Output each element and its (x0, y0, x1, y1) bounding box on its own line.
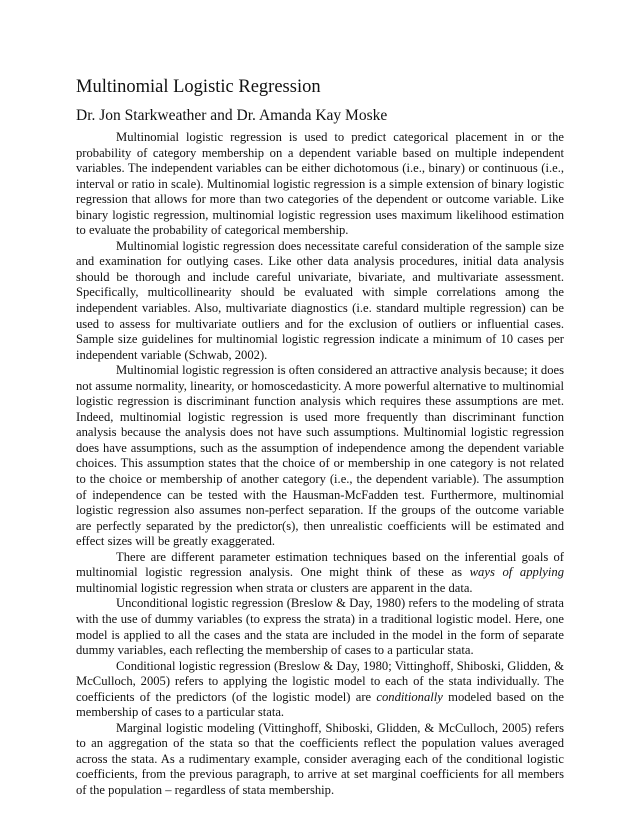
paragraph-conditional (76, 659, 564, 721)
paragraph-marginal: Marginal logistic modeling (Vittinghoff, Shiboski, Glidden, & McCulloch, 2005) refers to an aggregation of the stata so that the coefficients reflect the population values averaged across the stata. As a rudimentary example, consider averaging each of the conditional logistic coefficients, from the previous paragraph, to arrive at set marginal coefficients for all members of the population – regardless of stata membership. (76, 720, 564, 797)
italic-phrase: conditionally (376, 689, 443, 704)
paragraph-overview: Multinomial logistic regression is used to predict categorical placement in or the probability of category membership on a dependent variable based on multiple independent variables. The independent variables can be either dichotomous (i.e., binary) or continuous (i.e., interval or ratio in scale). Multinomial logistic regression is a simple extension of binary logistic regression that allows for more than two categories of the dependent or outcome variable. Like binary logistic regression, multinomial logistic regression uses maximum likelihood estimation to evaluate the probability of categorical membership. (76, 130, 564, 238)
paragraph-unconditional: Unconditional logistic regression (Breslow & Day, 1980) refers to the modeling of strata with the use of dummy variables (to express the strata) in a traditional logistic model. Here, one model is applied to all the cases and the stata are included in the model in the form of separate dummy variables, each reflecting the membership of cases to a particular stata. (76, 596, 564, 658)
paragraph-text-segment: Conditional logistic regression (Breslow & Day, 1980; Vittinghoff, Shiboski, Glidden, & McCulloch, 2005) refers to applying the logistic model to each of the stata individually. The coefficients of the predictors (of the logistic model) are (76, 658, 564, 704)
document-authors: Dr. Jon Starkweather and Dr. Amanda Kay Moske (76, 107, 388, 124)
paragraph-estimation-techniques (76, 550, 564, 597)
paragraph-text-segment: modeled based on the membership of cases to a particular stata. (76, 689, 564, 720)
document-body (76, 130, 564, 799)
paragraph-assumptions: Multinomial logistic regression is often considered an attractive analysis because; it does not assume normality, linearity, or homoscedasticity. A more powerful alternative to multinomial logistic regression is discriminant function analysis which requires these assumptions are met. Indeed, multinomial logistic regression is used more frequently than discriminant function analysis because the analysis does not have such assumptions. Multinomial logistic regression does have assumptions, such as the assumption of independence among the dependent variable choices. This assumption states that the choice of or membership in one category is not related to the choice or membership of another category (i.e., the dependent variable). The assumption of independence can be tested with the Hausman-McFadden test. Furthermore, multinomial logistic regression also assumes non-perfect separation. If the groups of the outcome variable are perfectly separated by the predictor(s), then unrealistic coefficients will be estimated and effect sizes will be greatly exaggerated. (76, 363, 565, 549)
paragraph-text-segment: multinomial logistic regression when strata or clusters are apparent in the data. (76, 580, 473, 595)
document-page (76, 76, 564, 799)
italic-phrase: ways of applying (469, 565, 564, 580)
document-title: Multinomial Logistic Regression (76, 77, 321, 97)
paragraph-sample-size: Multinomial logistic regression does necessitate careful consideration of the sample size and examination for outlying cases. Like other data analysis procedures, initial data analysis should be thorough and include careful univariate, bivariate, and multivariate assessment. Specifically, multicollinearity should be evaluated with simple correlations among the independent variables. Also, multivariate diagnostics (i.e. standard multiple regression) can be used to assess for multivariate outliers and for the exclusion of outliers or influential cases. Sample size guidelines for multinomial logistic regression indicate a minimum of 10 cases per independent variable (Schwab, 2002). (76, 238, 564, 362)
paragraph-text-segment: There are different parameter estimation techniques based on the inferential goals of multinomial logistic regression analysis. One might think of these as (76, 549, 564, 580)
